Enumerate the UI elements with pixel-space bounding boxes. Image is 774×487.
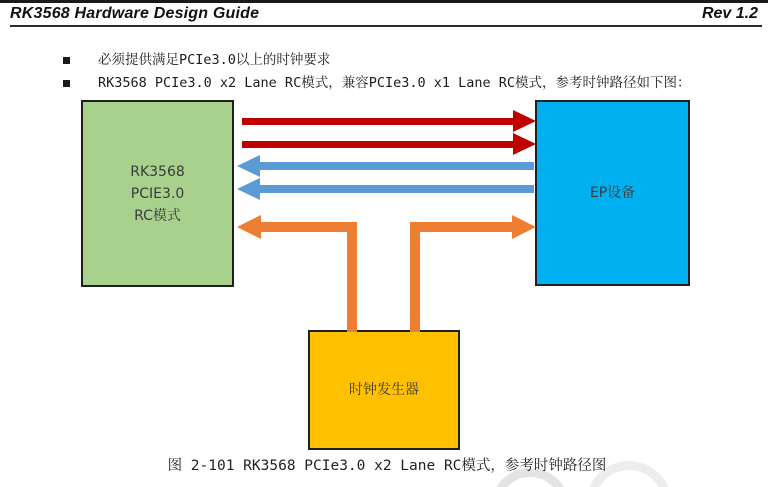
rc-box-line-3: RC模式	[134, 207, 181, 224]
arrow-shaft	[259, 185, 534, 193]
ep-device-box	[535, 100, 690, 286]
arrow-shaft	[410, 222, 513, 232]
arrow-shaft-vertical	[347, 222, 357, 332]
arrow-shaft	[242, 141, 515, 148]
rc-mode-box	[81, 100, 234, 287]
arrow-head-left-icon	[237, 178, 260, 200]
arrow-shaft	[259, 162, 534, 170]
bullet-square-icon	[63, 80, 70, 87]
header-divider	[10, 25, 762, 27]
arrow-head-right-icon	[513, 133, 536, 155]
arrow-head-right-icon	[512, 215, 536, 239]
bullet-text: RK3568 PCIe3.0 x2 Lane RC模式，兼容PCIe3.0 x1 Lane RC模式，参考时钟路径如下图：	[98, 75, 691, 91]
rc-box-line-2: PCIE3.0	[130, 185, 185, 202]
figure-caption: 图 2-101 RK3568 PCIe3.0 x2 Lane RC模式，参考时钟路径图	[167, 458, 607, 474]
document-revision: Rev 1.2	[701, 5, 758, 22]
document-title: RK3568 Hardware Design Guide	[10, 5, 260, 22]
rc-box-line-1: RK3568	[130, 163, 185, 180]
bullet-square-icon	[63, 57, 70, 64]
bullet-item-1	[63, 51, 330, 70]
ep-box-label: EP设备	[589, 185, 636, 201]
clock-box-label: 时钟发生器	[349, 382, 419, 398]
bullet-item-2	[63, 74, 691, 93]
arrow-head-left-icon	[237, 155, 260, 177]
arrow-head-left-icon	[237, 215, 261, 239]
page-top-border	[0, 0, 768, 3]
clock-generator-box	[308, 330, 460, 450]
arrow-shaft	[242, 118, 515, 125]
bullet-text: 必须提供满足PCIe3.0以上的时钟要求	[98, 52, 331, 68]
arrow-shaft-vertical	[410, 222, 420, 332]
arrow-shaft	[260, 222, 357, 232]
arrow-head-right-icon	[513, 110, 536, 132]
